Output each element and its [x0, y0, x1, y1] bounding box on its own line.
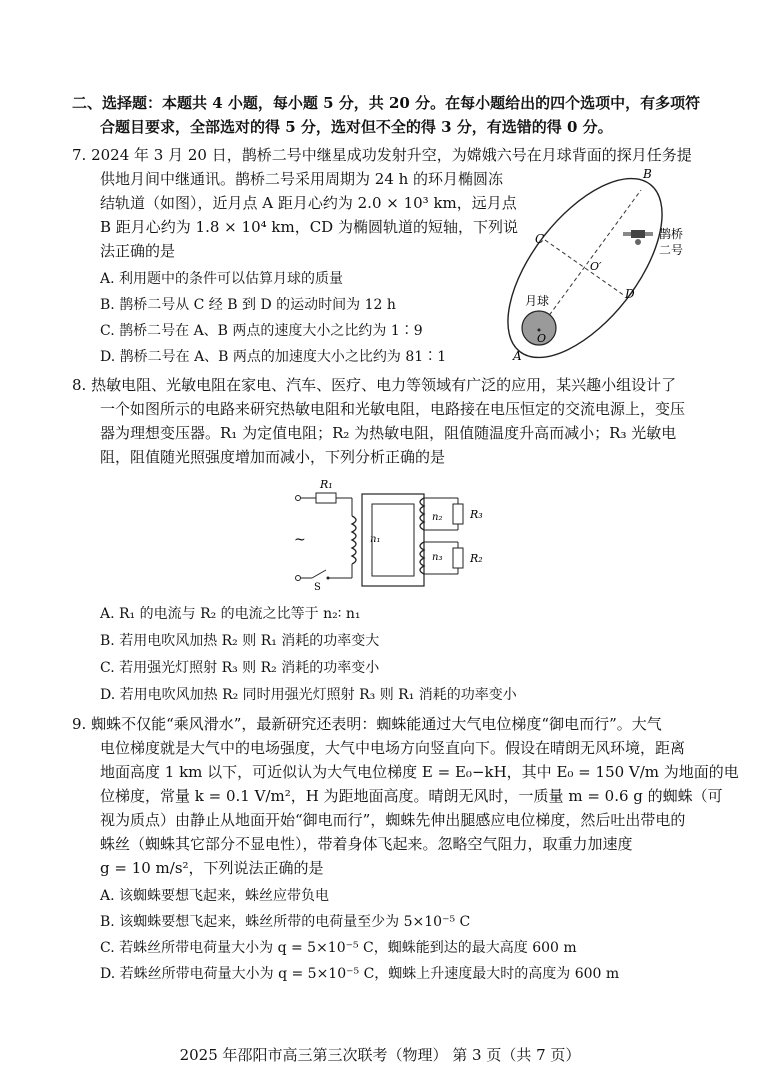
secondary-coil-n3	[420, 542, 424, 574]
q9-stem-line: 地面高度 1 km 以下，可近似认为大气电位梯度 E = E₀−kH，其中 E₀ = 150 V/m 为地面的电	[100, 763, 739, 781]
q8-stem-line: 8. 热敏电阻、光敏电阻在家电、汽车、医疗、电力等领域有广泛的应用，某兴趣小组设计了	[72, 376, 677, 394]
q8-option-d: D. 若用电吹风加热 R₂ 同时用强光灯照射 R₃ 则 R₁ 消耗的功率变小	[100, 687, 517, 703]
label-o-prime: O′	[590, 260, 602, 273]
label-s: S	[314, 582, 321, 592]
label-r3: R₃	[470, 508, 483, 521]
ac-source-symbol: ~	[294, 532, 306, 548]
q9-option-c: C. 若蛛丝所带电荷量大小为 q = 5×10⁻⁵ C，蜘蛛能到达的最大高度 600 m	[100, 940, 577, 956]
label-d: D	[625, 287, 635, 301]
q7-option-d: D. 鹊桥二号在 A、B 两点的加速度大小之比约为 81∶1	[100, 349, 447, 365]
q9-stem-line: 视为质点）由静止从地面开始“御电而行”，蜘蛛先伸出腿感应电位梯度，然后吐出带电的	[100, 811, 686, 829]
q9-stem-line: 9. 蜘蛛不仅能“乘风滑水”，最新研究还表明：蜘蛛能通过大气电位梯度“御电而行”。大气	[72, 715, 662, 733]
q9-option-d: D. 若蛛丝所带电荷量大小为 q = 5×10⁻⁵ C，蜘蛛上升速度最大时的高度为 600 m	[100, 966, 620, 982]
q9-option-a: A. 该蜘蛛要想飞起来，蛛丝应带负电	[100, 888, 330, 904]
terminal-top	[296, 496, 301, 501]
label-c: C	[535, 232, 545, 246]
terminal-bottom	[296, 576, 301, 581]
q7-option-a: A. 利用题中的条件可以估算月球的质量	[100, 271, 344, 287]
q8-option-c: C. 若用强光灯照射 R₃ 则 R₂ 消耗的功率变小	[100, 660, 380, 676]
q7-stem-line: 法正确的是	[100, 242, 176, 260]
q9-stem-line: 蛛丝（蜘蛛其它部分不显电性），带着身体飞起来。忽略空气阻力，取重力加速度	[100, 835, 633, 853]
label-r1: R₁	[320, 478, 333, 491]
label-o: O	[537, 332, 547, 345]
label-n1: n₁	[370, 534, 381, 545]
q8-stem-line: 器为理想变压器。R₁ 为定值电阻；R₂ 为热敏电阻，阻值随温度升高而减小；R₃ 光敏电	[100, 424, 677, 442]
q8-option-a: A. R₁ 的电流与 R₂ 的电流之比等于 n₂∶ n₁	[100, 606, 361, 622]
resistor-r2	[453, 548, 463, 568]
section-header-line1: 二、选择题：本题共 4 小题，每小题 5 分，共 20 分。在每小题给出的四个选项中，有多项符	[72, 94, 701, 112]
q7-stem-line: 7. 2024 年 3 月 20 日，鹊桥二号中继星成功发射升空，为嫦娥六号在月球背面的探月任务提	[72, 146, 692, 164]
q8-stem-line: 一个如图所示的电路来研究热敏电阻和光敏电阻，电路接在电压恒定的交流电源上，变压	[100, 400, 686, 418]
satellite-label-1: 鹊桥	[659, 227, 684, 241]
secondary-coil-n2	[420, 498, 424, 530]
q7-stem-line: 供地月间中继通讯。鹊桥二号采用周期为 24 h 的环月椭圆冻	[100, 170, 504, 188]
page-footer: 2025 年邵阳市高三第三次联考（物理） 第 3 页（共 7 页）	[179, 1046, 581, 1064]
resistor-r1	[316, 493, 336, 503]
q8-stem-line: 阻，阻值随光照强度增加而减小，下列分析正确的是	[100, 448, 446, 466]
major-axis	[537, 190, 641, 332]
section-header-line2: 合题目要求，全部选对的得 5 分，选对但不全的得 3 分，有选错的得 0 分。	[100, 118, 613, 136]
q9-stem-line: 电位梯度就是大气中的电场强度，大气中电场方向竖直向下。假设在晴朗无风环境，距离	[100, 739, 686, 757]
q7-option-c: C. 鹊桥二号在 A、B 两点的速度大小之比约为 1∶9	[100, 323, 423, 339]
moon-label: 月球	[525, 294, 550, 308]
q7-stem-line: B 距月心约为 1.8 × 10⁴ km，CD 为椭圆轨道的短轴，下列说	[100, 218, 518, 236]
switch-s	[312, 570, 326, 578]
resistor-r3	[453, 504, 463, 524]
q7-option-b: B. 鹊桥二号从 C 经 B 到 D 的运动时间为 12 h	[100, 297, 396, 313]
label-n2: n₂	[432, 512, 443, 523]
q7-stem-line: 结轨道（如图），近月点 A 距月心约为 2.0 × 10³ km，远月点	[100, 194, 517, 212]
minor-axis-cd	[545, 240, 625, 296]
satellite-label-2: 二号	[659, 243, 684, 257]
transformer-circuit-diagram	[288, 476, 498, 592]
label-r2: R₂	[470, 552, 483, 565]
label-b: B	[643, 167, 652, 181]
orbit-diagram	[495, 160, 685, 370]
satellite-icon	[623, 230, 653, 245]
label-a: A	[513, 349, 522, 363]
label-n3: n₃	[432, 552, 443, 563]
q9-stem-line: 位梯度，常量 k = 0.1 V/m²，H 为距地面高度。晴朗无风时，一质量 m = 0.6 g 的蜘蛛（可	[100, 787, 723, 805]
primary-coil-n1	[352, 516, 356, 564]
q9-stem-line: g = 10 m/s²，下列说法正确的是	[100, 859, 324, 877]
q8-option-b: B. 若用电吹风加热 R₂ 则 R₁ 消耗的功率变大	[100, 633, 380, 649]
q9-option-b: B. 该蜘蛛要想飞起来，蛛丝所带的电荷量至少为 5×10⁻⁵ C	[100, 914, 471, 930]
